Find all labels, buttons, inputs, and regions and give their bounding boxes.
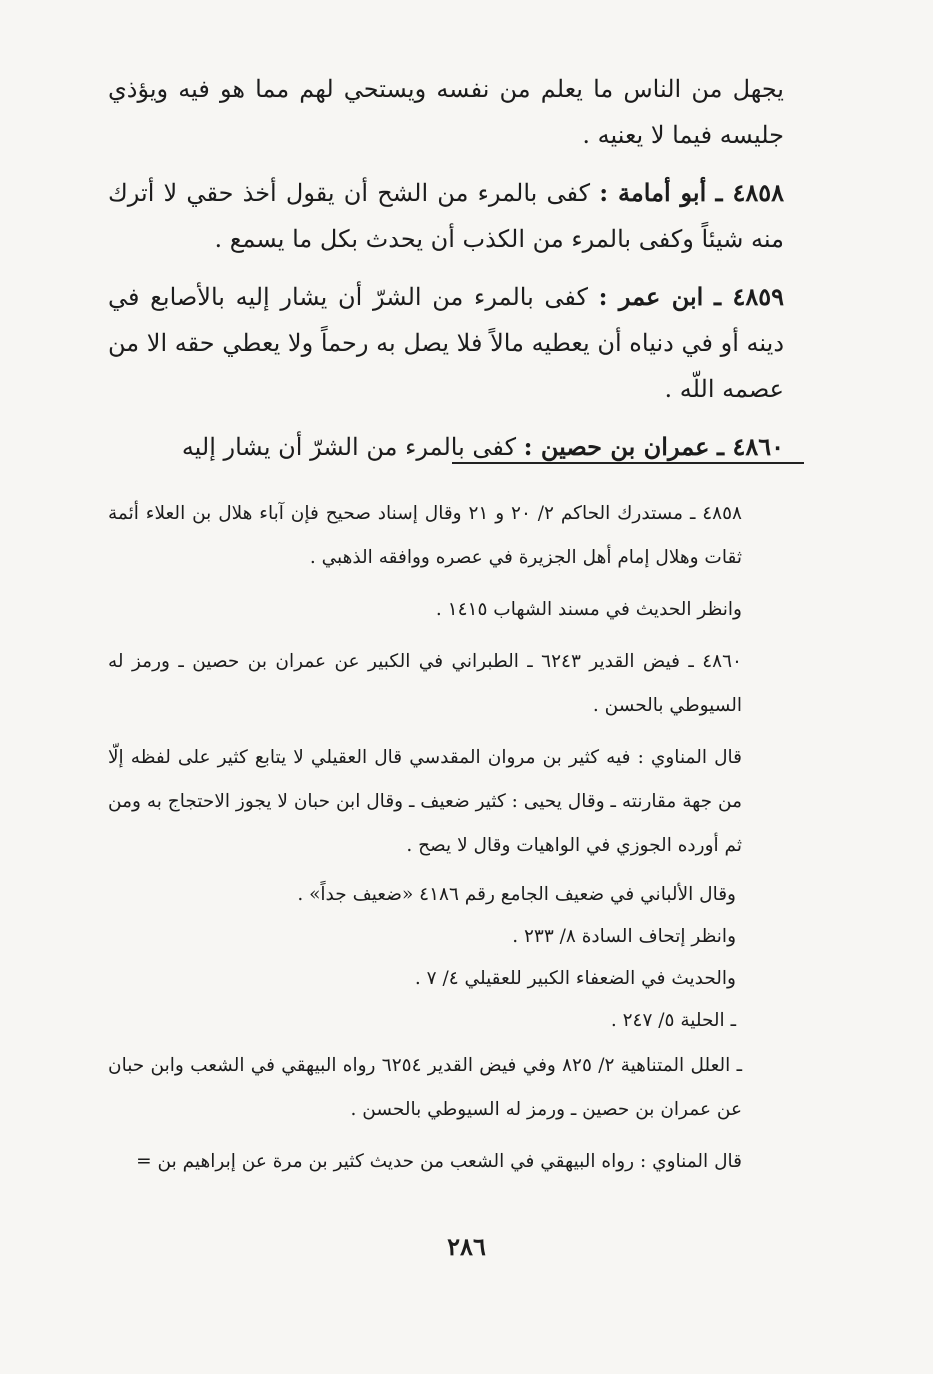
- main-text: [108, 66, 784, 482]
- hadith-4858: [108, 170, 784, 262]
- hadith-text: كفى بالمرء من الشح أن يقول أخذ حقي لا أترك منه شيئاً وكفى بالمرء من الكذب أن يحدث بكل ما يسمع .: [108, 179, 784, 253]
- footnote-4858: ٤٨٥٨ ـ مستدرك الحاكم ٢/ ٢٠ و ٢١ وقال إسناد صحيح فإن آباء هلال بن العلاء أئمة ثقات وهلال إمام أهل الجزيرة في عصره ووافقه الذهبي .: [108, 503, 742, 568]
- footnote-line: قال المناوي : فيه كثير بن مروان المقدسي قال العقيلي لا يتابع كثير على لفظه إلّا من جهة مقارنته ـ وقال يحيى : كثير ضعيف ـ وقال ابن حبان لا يجوز الاحتجاج به ومن ثم أورده الجوزي في الواهيات وقال لا يصح .: [108, 747, 742, 856]
- hadith-number: ٤٨٥٨ ـ: [715, 178, 784, 207]
- footnote-reference: ـ الحلية ٥/ ٢٤٧ .: [610, 1010, 736, 1031]
- page-number: ٢٨٦: [447, 1232, 486, 1261]
- footnote-line: ـ العلل المتناهية ٢/ ٨٢٥ وفي فيض القدير ٦٢٥٤ رواه البيهقي في الشعب وابن حبان عن عمران بن حصين ـ ورمز له السيوطي بالحسن .: [108, 1055, 742, 1120]
- footnote-4860: ٤٨٦٠ ـ فيض القدير ٦٢٤٣ ـ الطبراني في الكبير عن عمران بن حصين ـ ورمز له السيوطي بالحسن .: [108, 651, 742, 716]
- hadith-text: كفى بالمرء من الشرّ أن يشار إليه بالأصابع في دينه أو في دنياه أن يعطيه مالاً فلا يصل به رحماً ولا يعطي حقه الا من عصمه اللّه .: [108, 283, 784, 403]
- footnote-line: وانظر الحديث في مسند الشهاب ١٤١٥ .: [435, 599, 742, 620]
- hadith-text: كفى بالمرء من الشرّ أن يشار إليه: [181, 433, 516, 461]
- hadith-number: ٤٨٥٩ ـ: [714, 282, 784, 311]
- footnotes: [108, 492, 784, 1192]
- footnote-divider: [452, 462, 804, 464]
- footnote-reference: والحديث في الضعفاء الكبير للعقيلي ٤/ ٧ .: [414, 968, 736, 989]
- hadith-number: ٤٨٦٠ ـ: [717, 432, 784, 461]
- narrator: ابن عمر :: [598, 282, 704, 311]
- hadith-4859: [108, 274, 784, 412]
- footnote-reference: وانظر إتحاف السادة ٨/ ٢٣٣ .: [512, 926, 736, 947]
- narrator: أبو أمامة :: [599, 178, 707, 207]
- paragraph-continuation: [108, 66, 784, 158]
- paragraph-text: يجهل من الناس ما يعلم من نفسه ويستحي لهم مما هو فيه ويؤذي جليسه فيما لا يعنيه .: [108, 75, 784, 149]
- footnote-line: قال المناوي : رواه البيهقي في الشعب من حديث كثير بن مرة عن إبراهيم بن =: [136, 1151, 742, 1172]
- narrator: عمران بن حصين :: [523, 432, 710, 461]
- footnote-reference: وقال الألباني في ضعيف الجامع رقم ٤١٨٦ «ضعيف جداً» .: [297, 884, 736, 905]
